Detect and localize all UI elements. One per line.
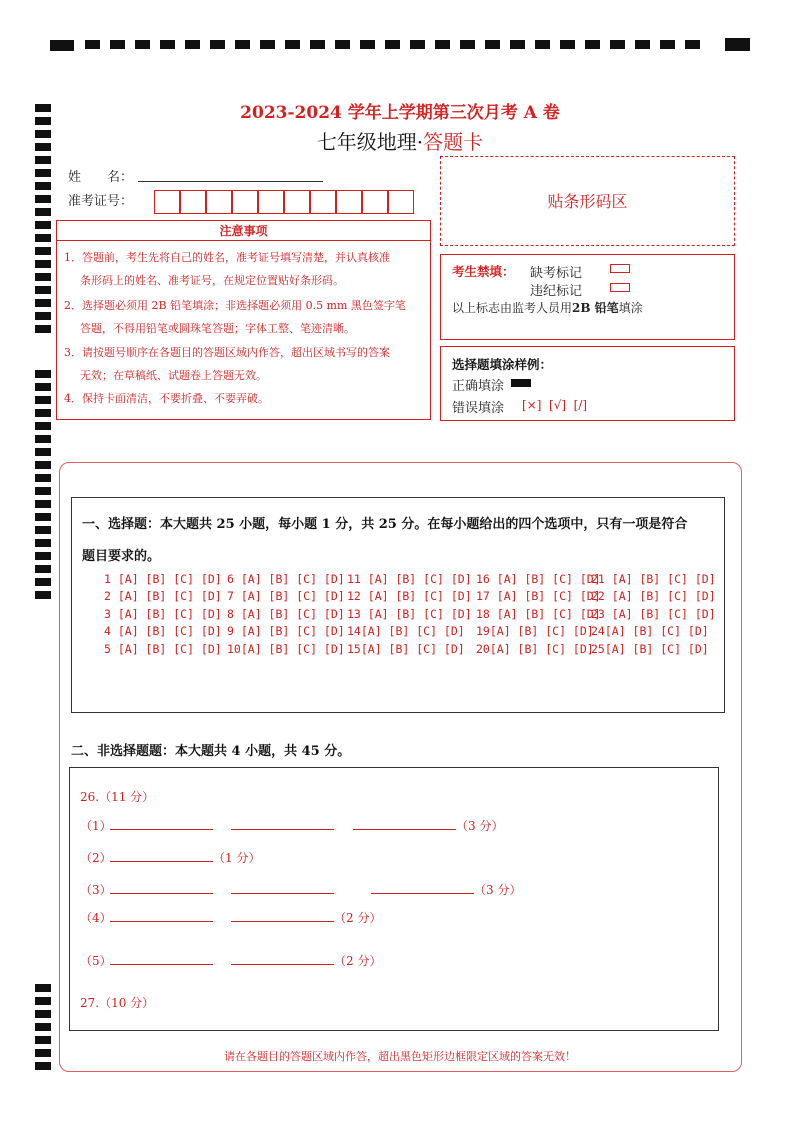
answer-blank[interactable]	[110, 921, 213, 922]
answer-blank[interactable]	[110, 829, 213, 830]
q26-part4-label: （4）	[80, 911, 112, 925]
violation-mark-label: 违纪标记	[530, 284, 583, 299]
exam-id-cell[interactable]	[232, 190, 258, 214]
subject-title-main: 七年级地理·	[316, 130, 424, 154]
answer-blank[interactable]	[231, 893, 334, 894]
choice-row[interactable]: 2 [A] [B] [C] [D]	[104, 589, 222, 603]
notice-line: 3．请按题号顺序在各题目的答题区域内作答，超出区域书写的答案	[64, 346, 390, 359]
notice-line: 条形码上的姓名、准考证号，在规定位置贴好条形码。	[80, 274, 344, 287]
exam-id-cell[interactable]	[258, 190, 284, 214]
forbidden-note-post: 填涂	[618, 301, 643, 315]
footer-warning: 请在各题目的答题区域内作答，超出黑色矩形边框限定区域的答案无效！	[224, 1050, 576, 1063]
forbidden-note-bold: 2B 铅笔	[572, 301, 619, 315]
section1-title: 一、选择题：本大题共 25 小题，每小题 1 分，共 25 分。在每小题给出的四个选项中，只有一项是符合	[82, 517, 688, 532]
exam-id-cell[interactable]	[180, 190, 206, 214]
q26-part2-label: （2）	[80, 851, 112, 865]
exam-id-cell[interactable]	[362, 190, 388, 214]
answer-blank[interactable]	[110, 861, 213, 862]
choice-row[interactable]: 6 [A] [B] [C] [D]	[227, 572, 345, 586]
subject-title	[0, 126, 800, 155]
q26-part2-score: （1 分）	[213, 851, 261, 865]
subject-title-sub: 答题卡	[423, 130, 484, 154]
notice-line: 2．选择题必须用 2B 铅笔填涂；非选择题必须用 0.5 mm 黑色签字笔	[64, 299, 406, 312]
q26-part5-score: （2 分）	[334, 954, 382, 968]
section1-title-cont: 题目要求的。	[82, 549, 161, 564]
barcode-area[interactable]	[440, 156, 735, 246]
choice-row[interactable]: 1 [A] [B] [C] [D]	[104, 572, 222, 586]
answer-blank[interactable]	[231, 921, 334, 922]
choice-row[interactable]: 7 [A] [B] [C] [D]	[227, 589, 345, 603]
q26-part3-score: （3 分）	[474, 883, 522, 897]
choice-row[interactable]: 23 [A] [B] [C] [D]	[591, 607, 716, 621]
choice-row[interactable]: 20[A] [B] [C] [D]	[476, 642, 594, 656]
wrong-fill-samples: [×] [√] [/]	[522, 398, 588, 412]
violation-mark-box[interactable]	[610, 283, 630, 292]
choice-row[interactable]: 22 [A] [B] [C] [D]	[591, 589, 716, 603]
notice-line: 答题，不得用铅笔或圆珠笔答题；字体工整、笔迹清晰。	[80, 322, 355, 335]
choice-row[interactable]: 19[A] [B] [C] [D]	[476, 624, 594, 638]
q26-part1-label: （1）	[80, 819, 112, 833]
q26-part5-label: （5）	[80, 954, 112, 968]
section2-title: 二、非选择题题：本大题共 4 小题，共 45 分。	[71, 744, 351, 759]
q26-label: 26.（11 分）	[80, 790, 155, 804]
exam-title: 2023-2024 学年上学期第三次月考 A 卷	[240, 103, 560, 123]
exam-id-cell[interactable]	[284, 190, 310, 214]
correct-fill-sample	[511, 379, 531, 387]
notices-title: 注意事项	[57, 221, 430, 241]
exam-id-cell[interactable]	[310, 190, 336, 214]
answer-blank[interactable]	[231, 964, 334, 965]
absent-mark-label: 缺考标记	[530, 266, 583, 281]
name-field[interactable]	[138, 181, 323, 182]
choice-row[interactable]: 21 [A] [B] [C] [D]	[591, 572, 716, 586]
choice-row[interactable]: 10[A] [B] [C] [D]	[227, 642, 345, 656]
choice-row[interactable]: 14[A] [B] [C] [D]	[347, 624, 465, 638]
choice-row[interactable]: 17 [A] [B] [C] [D]	[476, 589, 601, 603]
exam-id-cell[interactable]	[206, 190, 232, 214]
choice-row[interactable]: 16 [A] [B] [C] [D]	[476, 572, 601, 586]
answer-blank[interactable]	[110, 964, 213, 965]
q27-label: 27.（10 分）	[80, 996, 155, 1010]
forbidden-note-pre: 以上标志由监考人员用	[452, 301, 573, 315]
choice-row[interactable]: 3 [A] [B] [C] [D]	[104, 607, 222, 621]
choice-row[interactable]: 9 [A] [B] [C] [D]	[227, 624, 345, 638]
wrong-fill-label: 错误填涂	[452, 401, 505, 416]
choice-row[interactable]: 13 [A] [B] [C] [D]	[347, 607, 472, 621]
q26-part4-score: （2 分）	[334, 911, 382, 925]
notice-line: 4．保持卡面清洁，不要折叠、不要弄破。	[64, 392, 269, 405]
choice-row[interactable]: 24[A] [B] [C] [D]	[591, 624, 709, 638]
forbidden-fill-label: 考生禁填：	[452, 264, 515, 279]
choice-row[interactable]: 12 [A] [B] [C] [D]	[347, 589, 472, 603]
section2-box	[69, 767, 719, 1031]
choice-row[interactable]: 11 [A] [B] [C] [D]	[347, 572, 472, 586]
exam-id-cell[interactable]	[388, 190, 414, 214]
forbidden-fill-note	[452, 299, 643, 316]
choice-row[interactable]: 8 [A] [B] [C] [D]	[227, 607, 345, 621]
absent-mark-box[interactable]	[610, 264, 630, 273]
answer-blank[interactable]	[231, 829, 334, 830]
fill-example-title: 选择题填涂样例：	[452, 357, 553, 372]
answer-blank[interactable]	[371, 893, 474, 894]
answer-blank[interactable]	[110, 893, 213, 894]
choice-row[interactable]: 5 [A] [B] [C] [D]	[104, 642, 222, 656]
name-label: 姓 名：	[68, 170, 134, 185]
notice-line: 1．答题前，考生先将自己的姓名，准考证号填写清楚，并认真核准	[64, 251, 390, 264]
exam-id-cell[interactable]	[336, 190, 362, 214]
choice-row[interactable]: 25[A] [B] [C] [D]	[591, 642, 709, 656]
correct-fill-label: 正确填涂	[452, 379, 505, 394]
q26-part3-label: （3）	[80, 883, 112, 897]
barcode-label: 贴条形码区	[547, 192, 628, 211]
exam-id-label: 准考证号：	[68, 194, 134, 209]
choice-row[interactable]: 4 [A] [B] [C] [D]	[104, 624, 222, 638]
choice-row[interactable]: 18 [A] [B] [C] [D]	[476, 607, 601, 621]
notice-line: 无效；在草稿纸、试题卷上答题无效。	[80, 369, 267, 382]
choice-row[interactable]: 15[A] [B] [C] [D]	[347, 642, 465, 656]
exam-id-cell[interactable]	[154, 190, 180, 214]
answer-blank[interactable]	[353, 829, 456, 830]
q26-part1-score: （3 分）	[456, 819, 504, 833]
